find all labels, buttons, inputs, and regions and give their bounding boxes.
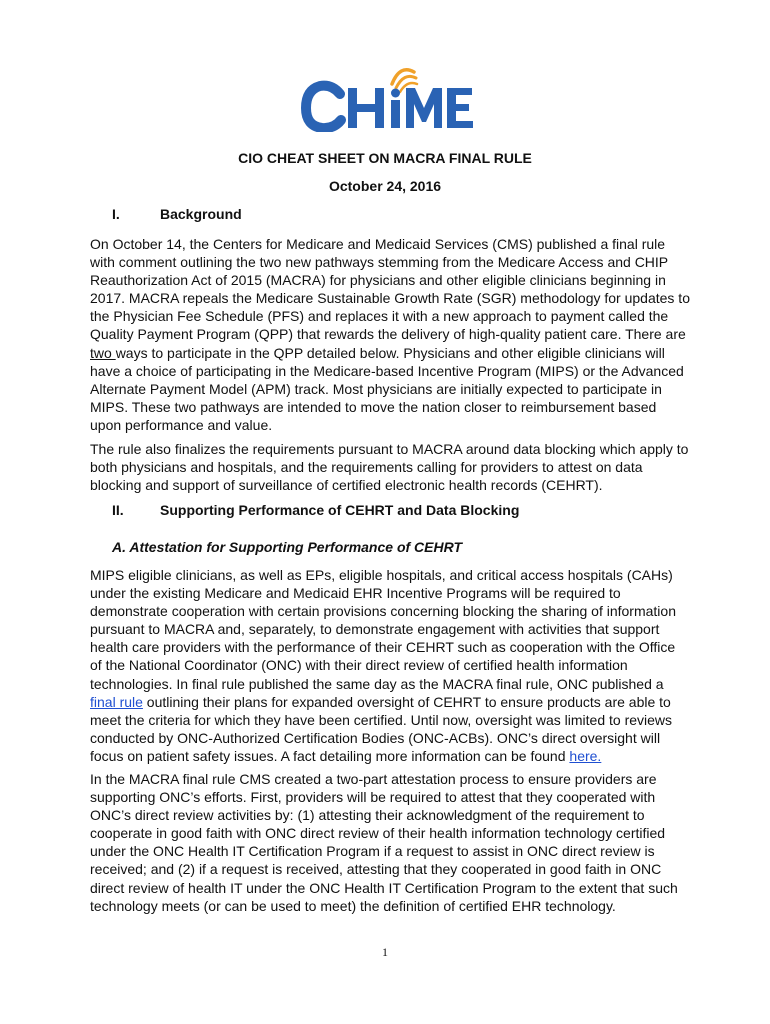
chime-logo: [296, 62, 476, 132]
subsection-heading-attestation: A. Attestation for Supporting Performance of CEHRT: [112, 539, 463, 555]
section-number: I.: [112, 206, 120, 222]
paragraph-attestation-1: MIPS eligible clinicians, as well as EPs, eligible hospitals, and critical access hospitals (CAHs) under the existing Medicare and Medicaid EHR Incentive Programs will be required to demonstrate cooperation with certain provisions concerning blocking the sharing of information pursuant to MACRA and, separately, to demonstrate engagement with activities that support health care providers with the performance of their CEHRT such as cooperation with the Office of the National Coordinator (ONC) with their direct review of certified health information technologies. In final rule published the same day as the MACRA final rule, ONC published a final rule outlining their plans for expanded oversight of CEHRT to ensure products are able to meet the criteria for which they have been certified. Until now, oversight was limited to reviews conducted by ONC-Authorized Certification Bodies (ONC-ACBs). ONC’s direct oversight will focus on patient safety issues. A fact detailing more information can be found here.: [90, 567, 676, 764]
underlined-text: two: [90, 344, 116, 361]
document-date: October 24, 2016: [328, 178, 442, 194]
paragraph-background-2: The rule also finalizes the requirements pursuant to MACRA around data blocking which apply to both physicians and hospitals, and the requirements calling for providers to attest on data blocking and support of surveillance of certified electronic health records (CEHRT).: [90, 441, 689, 494]
section-heading-cehrt: [112, 502, 519, 518]
document-title: CIO CHEAT SHEET ON MACRA FINAL RULE: [238, 150, 532, 166]
page-number: 1: [382, 945, 388, 959]
paragraph-attestation-2: In the MACRA final rule CMS created a two-part attestation process to ensure providers are supporting ONC’s efforts. First, providers will be required to attest that they cooperated with ONC’s direct review activities by: (1) attesting their acknowledgment of the requirement to cooperate in good faith with ONC direct review of their health information technology certified under the ONC Health IT Certification Program if a request to assist in ONC direct review is received; and (2) if a request is received, attesting that they cooperated in good faith in ONC direct review of health IT under the ONC Health IT Certification Program to the extent that such technology meets (or can be used to meet) the definition of certified EHR technology.: [90, 771, 678, 914]
final-rule-link[interactable]: final rule: [90, 693, 143, 710]
chime-logo-graphic: [296, 62, 476, 132]
section-title: Supporting Performance of CEHRT and Data Blocking: [160, 502, 520, 518]
paragraph-background-1: On October 14, the Centers for Medicare and Medicaid Services (CMS) published a final rule with comment outlining the two new pathways stemming from the Medicare Access and CHIP Reauthorization Act of 2015 (MACRA) for physicians and other eligible clinicians beginning in 2017. MACRA repeals the Medicare Sustainable Growth Rate (SGR) methodology for updates to the Physician Fee Schedule (PFS) and replaces it with a new approach to payment called the Quality Payment Program (QPP) that rewards the delivery of high-quality patient care. There are two ways to participate in the QPP detailed below. Physicians and other eligible clinicians will have a choice of participating in the Medicare-based Incentive Program (MIPS) or the Advanced Alternate Payment Model (APM) track. Most physicians are initially expected to participate in MIPS. These two pathways are intended to move the nation closer to reimbursement based upon performance and value.: [90, 236, 690, 433]
section-title: Background: [160, 206, 242, 222]
here-link[interactable]: here.: [569, 747, 602, 764]
section-heading-background: [112, 206, 242, 222]
section-number: II.: [112, 502, 124, 518]
